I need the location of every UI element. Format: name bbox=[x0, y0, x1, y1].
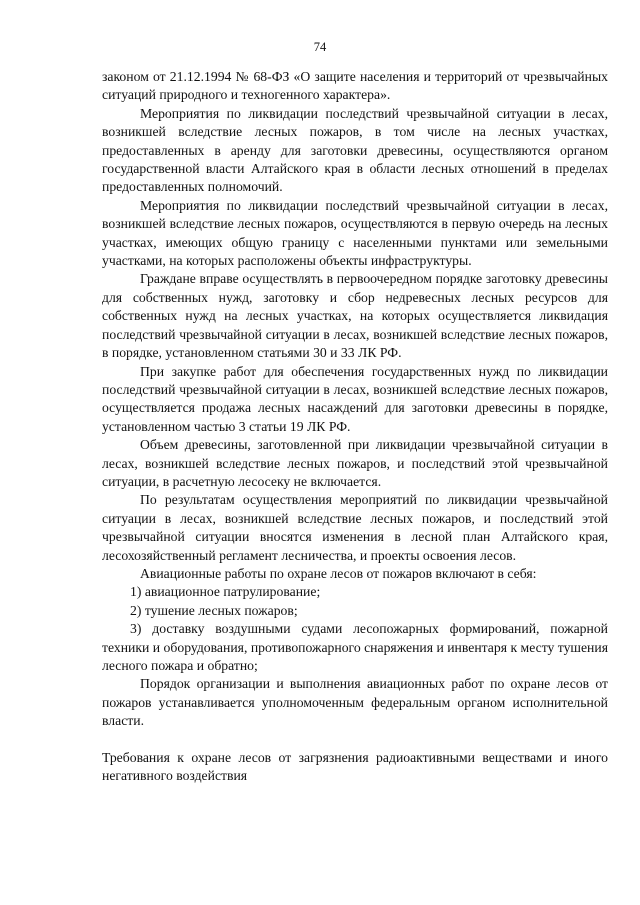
list-item-firefighting: 2) тушение лесных пожаров; bbox=[130, 602, 298, 618]
paragraph-liquidation-measures: Мероприятия по ликвидации последствий чрезвычайной ситуации в лесах, возникшей вследствие лесных пожаров, в том числе на лесных участках, предоставленных в аренду для заготовки древесины, осуществляются органом государственной власти Алтайского края в области лесных отношений в пределах предоставленных полномочий. bbox=[102, 105, 608, 195]
paragraph-procurement: При закупке работ для обеспечения государственных нужд по ликвидации последствий чрезвычайной ситуации в лесах, возникшей вследствие лесных пожаров, осуществляется продажа лесных насаждений для заготовки древесины в порядке, установленном частью 3 статьи 19 ЛК РФ. bbox=[102, 363, 608, 434]
list-item-patrol: 1) авиационное патрулирование; bbox=[130, 584, 321, 600]
paragraph-priority-areas: Мероприятия по ликвидации последствий чрезвычайной ситуации в лесах, возникшей вследствие лесных пожаров, осуществляются в первую очередь на лесных участках, имеющих общую границу с населенными пунктами или земельными участками, на которых расположены объекты инфраструктуры. bbox=[102, 197, 608, 269]
section-heading: Требования к охране лесов от загрязнения радиоактивными веществами и иного негативного воздействия bbox=[102, 749, 608, 784]
document-body bbox=[102, 68, 608, 785]
paragraph-aviation-intro: Авиационные работы по охране лесов от пожаров включают в себя: bbox=[140, 565, 537, 581]
paragraph-plan-changes: По результатам осуществления мероприятий по ликвидации чрезвычайной ситуации в лесах, возникшей вследствие лесных пожаров, и последствий этой чрезвычайной ситуации вносятся изменения в лесной план Алтайского края, лесохозяйственный регламент лесничества, и проекты освоения лесов. bbox=[102, 492, 608, 563]
paragraph-timber-volume: Объем древесины, заготовленной при ликвидации чрезвычайной ситуации в лесах, возникшей вследствие лесных пожаров, и последствий этой чрезвычайной ситуации, в расчетную лесосеку не включается. bbox=[102, 437, 608, 489]
paragraph-citizens-rights: Граждане вправе осуществлять в первоочередном порядке заготовку древесины для собственных нужд, заготовку и сбор недревесных лесных ресурсов для собственных нужд на лесных участках, на которых осуществляется ликвидация последствий чрезвычайной ситуации в лесах, возникшей вследствие лесных пожаров, в порядке, установленном статьями 30 и 33 ЛК РФ. bbox=[102, 271, 608, 361]
list-item-delivery: 3) доставку воздушными судами лесопожарных формирований, пожарной техники и оборудования, противопожарного снаряжения и инвентаря к месту тушения лесного пожара и обратно; bbox=[102, 621, 608, 673]
page-number: 74 bbox=[313, 40, 327, 54]
paragraph-aviation-procedure: Порядок организации и выполнения авиационных работ по охране лесов от пожаров устанавливается уполномоченным федеральным органом исполнительной власти. bbox=[102, 676, 608, 729]
paragraph-law-reference: законом от 21.12.1994 № 68-ФЗ «О защите населения и территорий от чрезвычайных ситуаций природного и техногенного характера». bbox=[102, 69, 608, 103]
